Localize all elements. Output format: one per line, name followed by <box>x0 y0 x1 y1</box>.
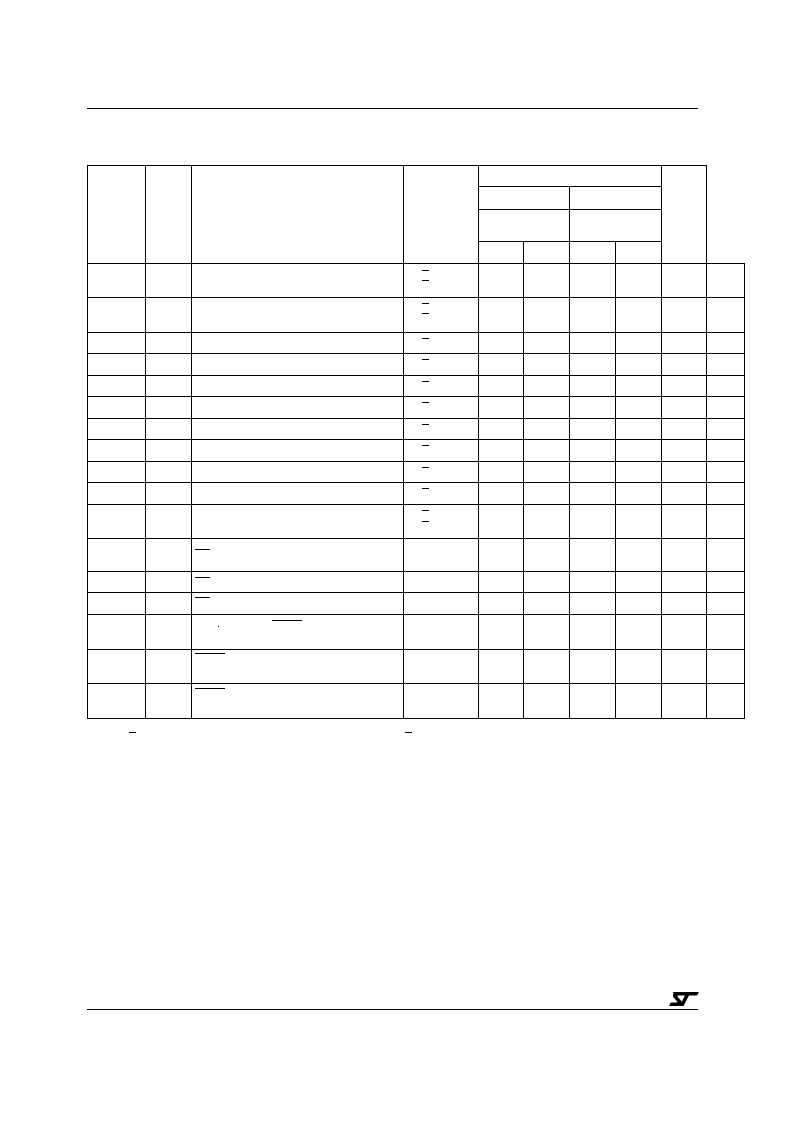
st-logo-icon <box>668 990 700 1008</box>
footnote-overbar-mark <box>405 732 412 733</box>
condition-cell <box>404 396 479 418</box>
header-cell <box>479 187 570 210</box>
overbar-mark <box>422 270 429 271</box>
table-row <box>88 332 745 353</box>
header-cell <box>524 242 570 264</box>
condition-cell <box>404 505 479 539</box>
overbar-mark <box>422 445 429 446</box>
condition-cell <box>404 483 479 505</box>
overbar-mark <box>195 653 225 654</box>
table-row <box>88 615 745 649</box>
footnote-overbar-mark <box>129 732 136 733</box>
condition-cell <box>404 353 479 375</box>
parameter-cell <box>192 683 404 718</box>
header-cell <box>192 166 404 264</box>
overbar-mark <box>422 359 429 360</box>
header-cell <box>479 166 662 187</box>
condition-cell <box>404 264 479 298</box>
condition-cell <box>404 418 479 439</box>
table-row <box>88 649 745 683</box>
header-cell <box>616 242 662 264</box>
overbar-mark <box>422 521 429 522</box>
header-cell <box>570 210 662 242</box>
overbar-mark <box>195 688 225 689</box>
parameter-cell <box>192 649 404 683</box>
overbar-mark <box>422 467 429 468</box>
overbar-mark <box>422 313 429 314</box>
overbar-mark <box>195 577 210 578</box>
table-row <box>88 264 745 298</box>
table-row <box>88 439 745 461</box>
overbar-mark <box>422 488 429 489</box>
overbar-mark <box>422 338 429 339</box>
overbar-mark <box>422 280 429 281</box>
table-row <box>88 593 745 615</box>
overbar-mark <box>422 381 429 382</box>
parameter-cell <box>192 593 404 615</box>
dot-mark <box>218 626 219 627</box>
header-cell <box>88 166 146 264</box>
header-row <box>88 166 745 187</box>
table-row <box>88 375 745 396</box>
table-row <box>88 683 745 718</box>
table-row <box>88 483 745 505</box>
bottom-rule <box>87 1009 698 1010</box>
table-row <box>88 539 745 572</box>
top-rule <box>87 108 698 109</box>
header-cell <box>479 210 570 242</box>
table-row <box>88 418 745 439</box>
table-row <box>88 505 745 539</box>
condition-cell <box>404 439 479 461</box>
table-row <box>88 396 745 418</box>
condition-cell <box>404 298 479 332</box>
header-cell <box>570 242 616 264</box>
overbar-mark <box>422 510 429 511</box>
overbar-mark <box>272 620 302 621</box>
parameter-cell <box>192 572 404 593</box>
parameter-cell <box>192 539 404 572</box>
overbar-mark <box>422 424 429 425</box>
table-row <box>88 572 745 593</box>
header-cell <box>662 166 707 264</box>
header-cell <box>404 166 479 264</box>
overbar-mark <box>195 549 210 550</box>
header-cell <box>570 187 662 210</box>
overbar-mark <box>422 303 429 304</box>
overbar-mark <box>422 402 429 403</box>
condition-cell <box>404 461 479 482</box>
table-row <box>88 298 745 332</box>
condition-cell <box>404 332 479 353</box>
parameter-cell <box>192 615 404 649</box>
header-cell <box>479 242 524 264</box>
table-row <box>88 461 745 482</box>
header-cell <box>146 166 192 264</box>
specification-table <box>87 165 745 719</box>
table-row <box>88 353 745 375</box>
condition-cell <box>404 375 479 396</box>
overbar-mark <box>195 597 210 598</box>
